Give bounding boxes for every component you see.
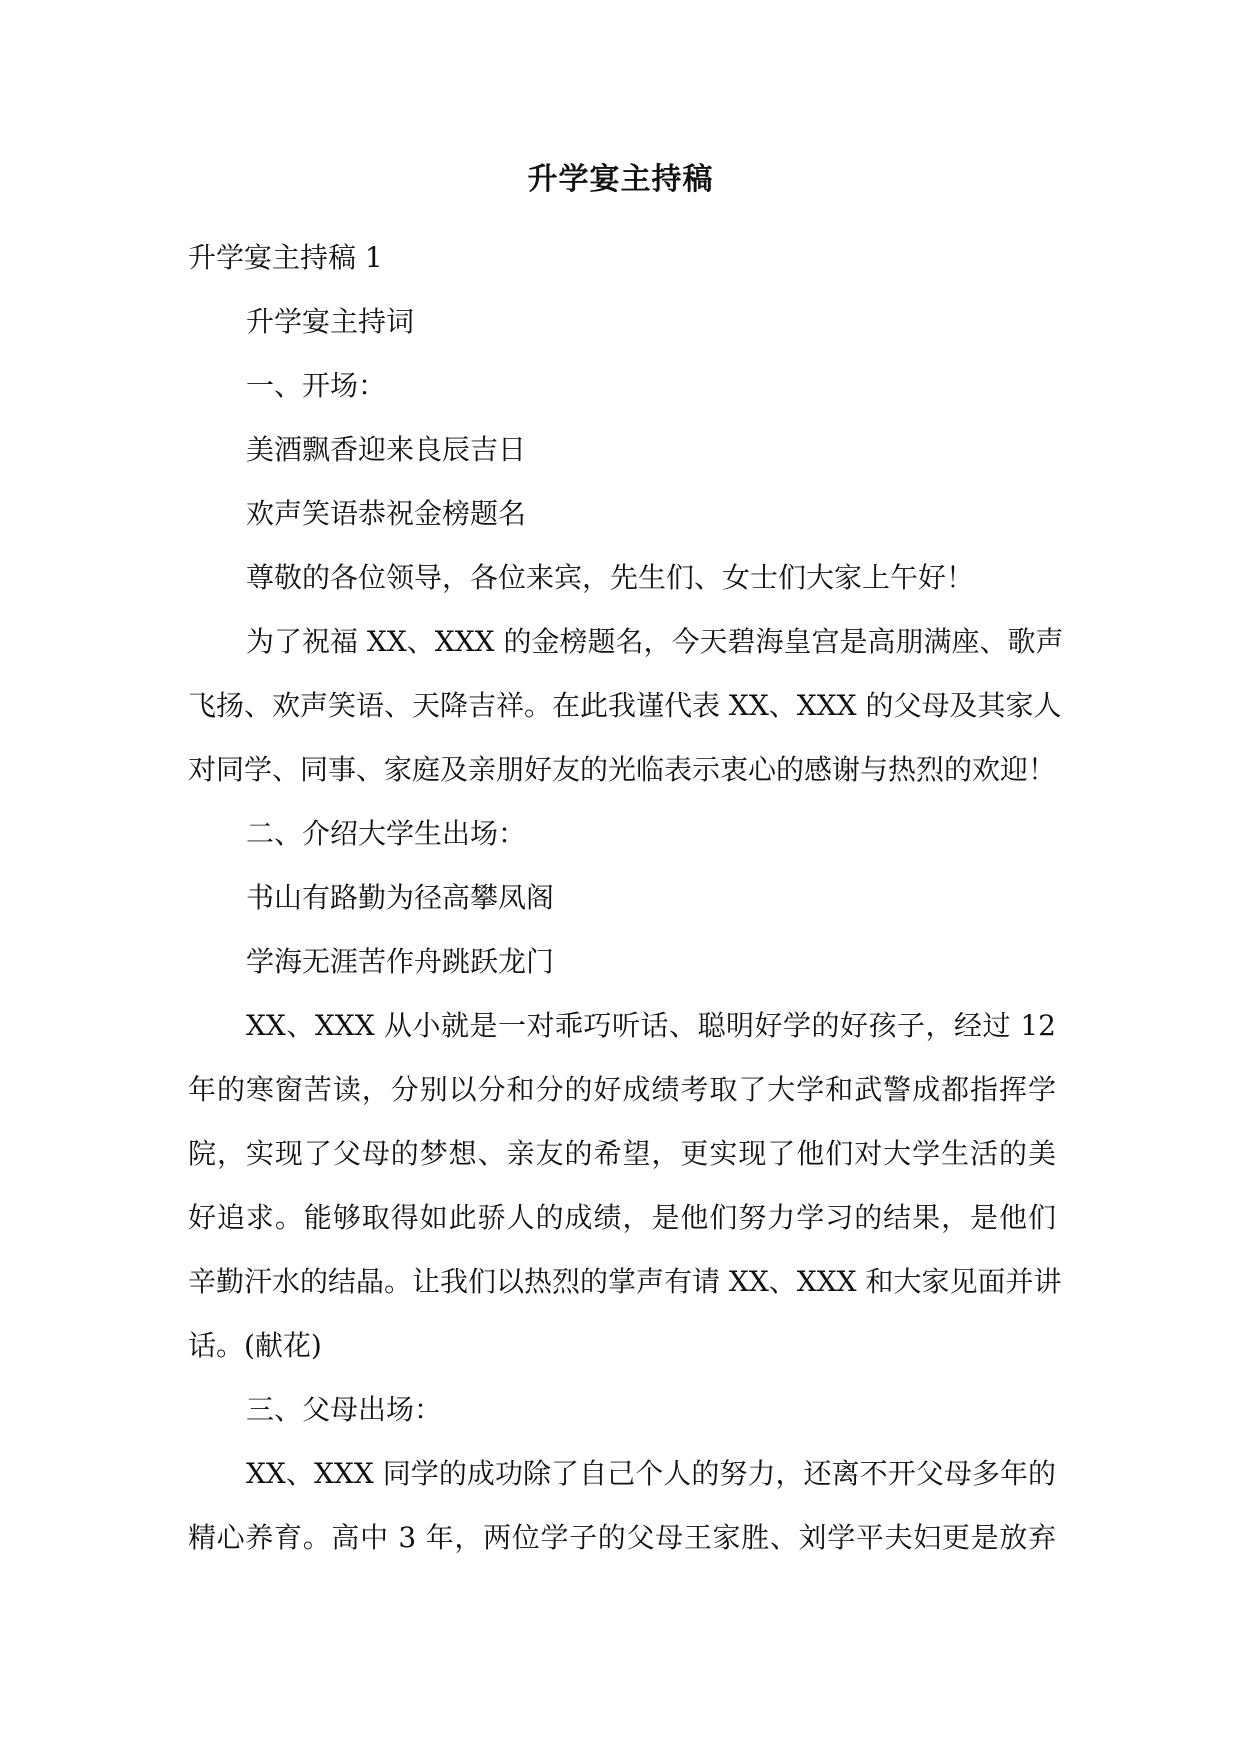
paragraph-line: 飞扬、欢声笑语、天降吉祥。在此我谨代表 XX、XXX 的父母及其家人: [188, 689, 1062, 722]
section-heading: 升学宴主持稿 1: [188, 241, 383, 274]
paragraph-line: 年的寒窗苦读，分别以分和分的好成绩考取了大学和武警成都指挥学: [188, 1073, 1056, 1106]
paragraph-line: 尊敬的各位领导，各位来宾，先生们、女士们大家上午好！: [246, 561, 975, 594]
part-heading-opening: 一、开场：: [246, 369, 387, 402]
part-heading-parents: 三、父母出场：: [246, 1393, 443, 1426]
paragraph-line: 好追求。能够取得如此骄人的成绩，是他们努力学习的结果，是他们: [188, 1201, 1056, 1234]
paragraph-line: 为了祝福 XX、XXX 的金榜题名，今天碧海皇宫是高朋满座、歌声: [246, 625, 1064, 658]
paragraph-line: 精心养育。高中 3 年，两位学子的父母王家胜、刘学平夫妇更是放弃: [188, 1521, 1056, 1554]
subheading: 升学宴主持词: [246, 305, 415, 338]
paragraph-line: 辛勤汗水的结晶。让我们以热烈的掌声有请 XX、XXX 和大家见面并讲: [188, 1265, 1062, 1298]
paragraph-line: 对同学、同事、家庭及亲朋好友的光临表示衷心的感谢与热烈的欢迎！: [188, 753, 1057, 786]
couplet-line: 学海无涯苦作舟跳跃龙门: [246, 945, 555, 978]
paragraph-line: XX、XXX 从小就是一对乖巧听话、聪明好学的好孩子，经过 12: [246, 1009, 1056, 1042]
couplet-line: 欢声笑语恭祝金榜题名: [246, 497, 527, 530]
paragraph-line: 院，实现了父母的梦想、亲友的希望，更实现了他们对大学生活的美: [188, 1137, 1056, 1170]
document-title: 升学宴主持稿: [527, 162, 714, 197]
couplet-line: 美酒飘香迎来良辰吉日: [246, 433, 527, 466]
paragraph-line: XX、XXX 同学的成功除了自己个人的努力，还离不开父母多年的: [246, 1457, 1056, 1490]
couplet-line: 书山有路勤为径高攀凤阁: [246, 881, 555, 914]
document-body: [188, 226, 1064, 1570]
part-heading-students: 二、介绍大学生出场：: [246, 817, 527, 850]
paragraph-line: 话。(献花): [188, 1329, 322, 1362]
